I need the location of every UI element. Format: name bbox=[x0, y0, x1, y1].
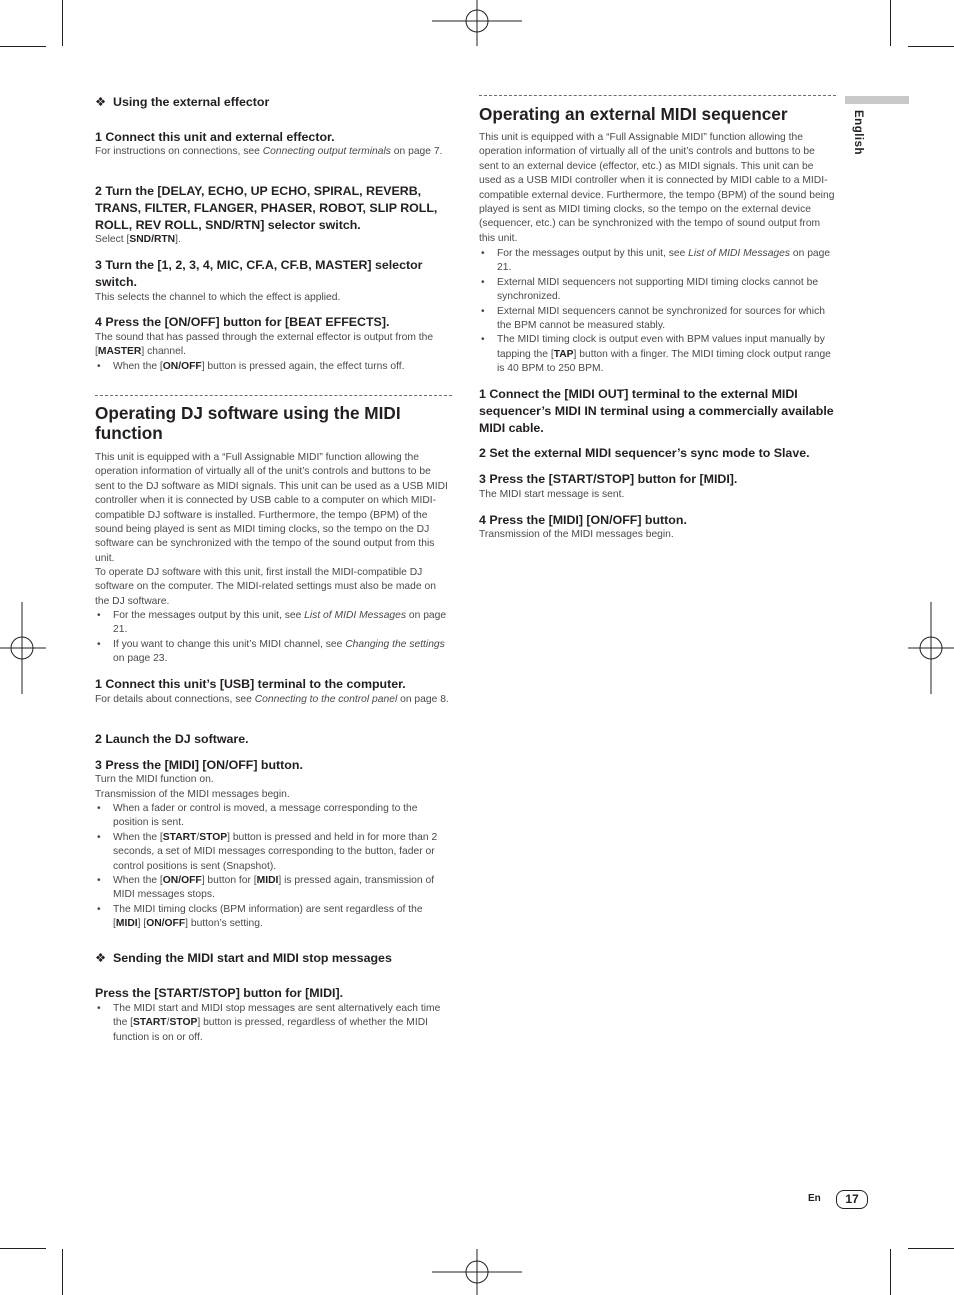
crop-mark bbox=[62, 0, 63, 46]
list-item: • If you want to change this unit’s MIDI channel, see Changing the settings on page 23. bbox=[95, 638, 452, 667]
paragraph: This unit is equipped with a “Full Assignable MIDI” function allowing the operation information of virtually all of the unit’s controls and buttons to be sent to an external device (effector, etc.) as MIDI signals. This unit can be used as a USB MIDI controller when it is connected by MIDI cable to a MIDI-compatible external device. Furthermore, the tempo (BPM) of the sound being played is sent as MIDI timing clocks, so the tempo on the external device (sequencer, etc.) can be synchronized with the tempo of sound output from this unit. bbox=[479, 132, 835, 244]
list-item: • When the [START/STOP] button is pressed and held in for more than 2 seconds, a set of MIDI messages corresponding to the button, fader or control positions is sent (Snapshot). bbox=[95, 831, 452, 874]
page-number: 17 bbox=[836, 1190, 868, 1209]
note-list bbox=[95, 802, 452, 932]
registration-mark-bottom bbox=[432, 1249, 522, 1295]
step-heading: 3 Press the [START/STOP] button for [MIDI]. bbox=[479, 472, 738, 486]
list-item: • When a fader or control is moved, a message corresponding to the position is sent. bbox=[95, 802, 452, 831]
step-body: Select [SND/RTN]. bbox=[95, 234, 181, 245]
registration-mark-right bbox=[908, 602, 954, 694]
language-code: En bbox=[808, 1193, 821, 1204]
list-item: • For the messages output by this unit, see List of MIDI Messages on page 21. bbox=[95, 609, 452, 638]
registration-mark-left bbox=[0, 602, 46, 694]
note-list bbox=[479, 247, 836, 377]
step-heading: Press the [START/STOP] button for [MIDI]. bbox=[95, 986, 344, 1000]
crop-mark bbox=[908, 46, 954, 47]
step-heading: 2 Turn the [DELAY, ECHO, UP ECHO, SPIRAL, REVERB, TRANS, FILTER, FLANGER, PHASER, ROBOT, SLIP ROLL, ROLL, REV ROLL, SND/RTN] selector switch. bbox=[95, 184, 438, 232]
step-heading: 2 Launch the DJ software. bbox=[95, 732, 249, 746]
paragraph: This unit is equipped with a “Full Assignable MIDI” function allowing the operation information of virtually all of the unit’s controls and buttons to be sent to the DJ software as MIDI signals. This unit can be used as a USB MIDI controller when it is connected by USB cable to a computer on which MIDI-compatible DJ software is installed. Furthermore, the tempo (BPM) of the sound being played is sent as MIDI timing clocks, so the tempo on the DJ software can be synchronized with the tempo of the sound output from this unit. bbox=[95, 452, 448, 564]
section-divider bbox=[95, 395, 452, 396]
step-body: The MIDI start message is sent. bbox=[479, 489, 625, 500]
list-item: • External MIDI sequencers not supporting MIDI timing clocks cannot be synchronized. bbox=[479, 276, 836, 305]
section-heading-external-effector: ❖ Using the external effector bbox=[95, 95, 270, 109]
diamond-bullet-icon: ❖ bbox=[95, 95, 107, 109]
step-heading: 4 Press the [MIDI] [ON/OFF] button. bbox=[479, 513, 687, 527]
step-heading: 2 Set the external MIDI sequencer’s sync mode to Slave. bbox=[479, 446, 810, 460]
note-list bbox=[95, 360, 452, 374]
list-item: • The MIDI timing clock is output even with BPM values input manually by tapping the [TAP] button with a finger. The MIDI timing clock output range is 40 BPM to 250 BPM. bbox=[479, 333, 836, 376]
crop-mark bbox=[0, 1248, 46, 1249]
step-heading: 3 Turn the [1, 2, 3, 4, MIC, CF.A, CF.B, MASTER] selector switch. bbox=[95, 258, 423, 289]
step-heading: 3 Press the [MIDI] [ON/OFF] button. bbox=[95, 758, 303, 772]
section-heading-midi-start-stop: ❖ Sending the MIDI start and MIDI stop messages bbox=[95, 951, 392, 965]
list-item: • For the messages output by this unit, see List of MIDI Messages on page 21. bbox=[479, 247, 836, 276]
crop-mark bbox=[62, 1249, 63, 1295]
step-body: Transmission of the MIDI messages begin. bbox=[95, 789, 290, 800]
step-heading: 1 Connect this unit’s [USB] terminal to the computer. bbox=[95, 677, 406, 691]
section-divider bbox=[479, 95, 836, 96]
registration-mark-top bbox=[432, 0, 522, 46]
language-tab bbox=[845, 96, 909, 104]
step-body: Transmission of the MIDI messages begin. bbox=[479, 529, 674, 540]
crop-mark bbox=[0, 46, 46, 47]
list-item: • External MIDI sequencers cannot be synchronized for sources for which the BPM cannot be measured stably. bbox=[479, 305, 836, 334]
step-heading: 1 Connect this unit and external effector. bbox=[95, 130, 335, 144]
step-body: The sound that has passed through the external effector is output from the [MASTER] channel. bbox=[95, 332, 434, 358]
note-list bbox=[95, 1002, 452, 1045]
crop-mark bbox=[890, 1249, 891, 1295]
crop-mark bbox=[908, 1248, 954, 1249]
step-body: Turn the MIDI function on. bbox=[95, 774, 214, 785]
step-body: For instructions on connections, see Connecting output terminals on page 7. bbox=[95, 146, 443, 157]
list-item: • The MIDI timing clocks (BPM information) are sent regardless of the [MIDI] [ON/OFF] button’s setting. bbox=[95, 903, 452, 932]
step-heading: 4 Press the [ON/OFF] button for [BEAT EFFECTS]. bbox=[95, 315, 390, 329]
list-item: • The MIDI start and MIDI stop messages are sent alternatively each time the [START/STOP] button is pressed, regardless of whether the MIDI function is on or off. bbox=[95, 1002, 452, 1045]
paragraph: To operate DJ software with this unit, first install the MIDI-compatible DJ software on the computer. The MIDI-related settings must also be made on the DJ software. bbox=[95, 567, 436, 607]
step-heading: 1 Connect the [MIDI OUT] terminal to the external MIDI sequencer’s MIDI IN terminal using a commercially available MIDI cable. bbox=[479, 387, 834, 435]
section-title-midi-sequencer: Operating an external MIDI sequencer bbox=[479, 104, 788, 124]
diamond-bullet-icon: ❖ bbox=[95, 951, 107, 965]
list-item: • When the [ON/OFF] button for [MIDI] is pressed again, transmission of MIDI messages stops. bbox=[95, 874, 452, 903]
language-label: English bbox=[852, 110, 864, 156]
note-list bbox=[95, 609, 452, 667]
step-body: This selects the channel to which the effect is applied. bbox=[95, 292, 341, 303]
list-item: • When the [ON/OFF] button is pressed again, the effect turns off. bbox=[95, 360, 452, 374]
section-title-dj-software: Operating DJ software using the MIDI function bbox=[95, 403, 401, 443]
step-body: For details about connections, see Connecting to the control panel on page 8. bbox=[95, 694, 449, 705]
crop-mark bbox=[890, 0, 891, 46]
